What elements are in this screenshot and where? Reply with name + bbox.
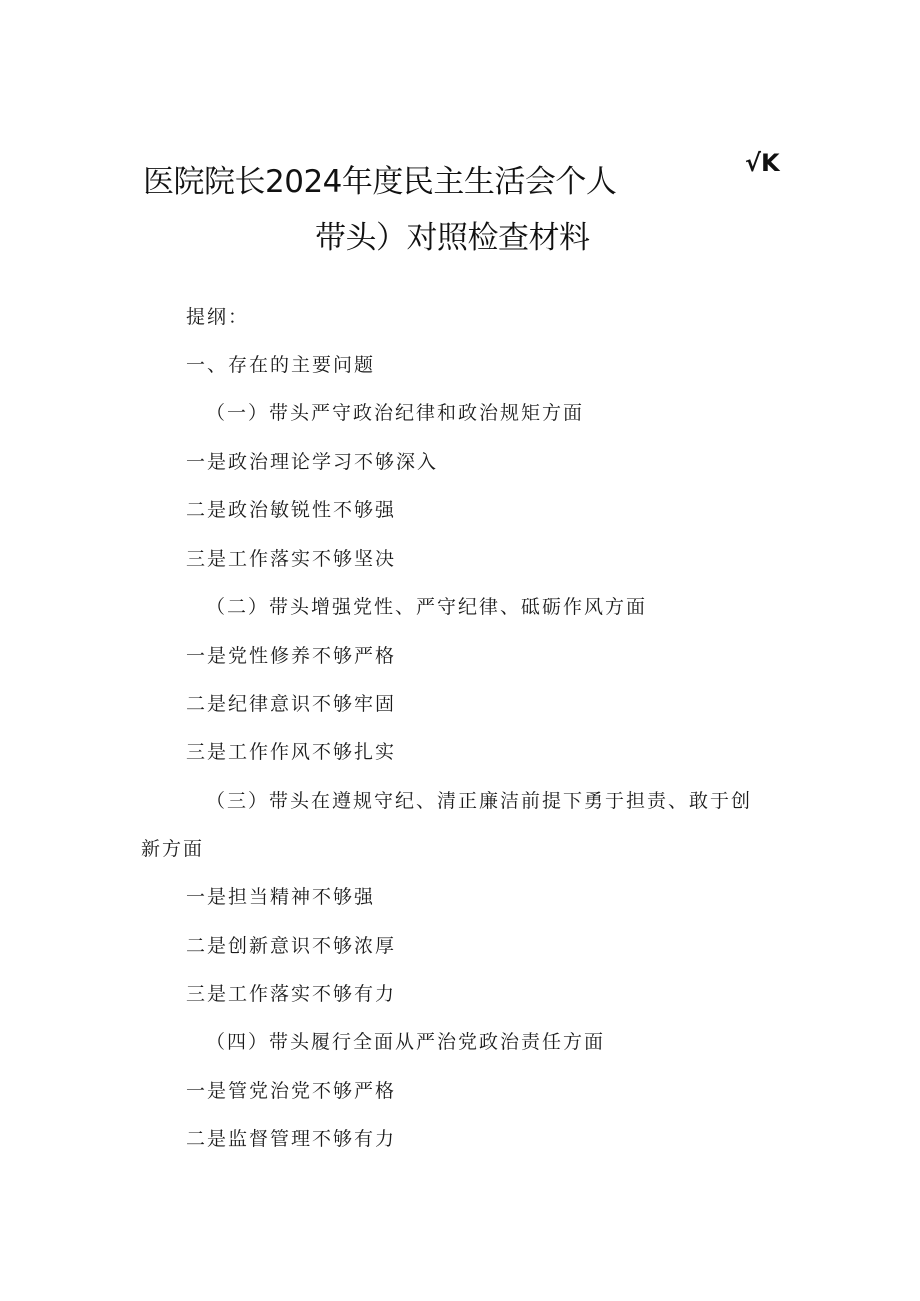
section-heading-problems: 一、存在的主要问题: [186, 354, 376, 376]
corner-mark: √K: [745, 149, 780, 177]
subsection-2-item-1: 一是党性修养不够严格: [186, 645, 397, 667]
subsection-1-item-1: 一是政治理论学习不够深入: [186, 451, 439, 473]
outline-label: 提纲：: [186, 306, 250, 328]
subsection-3-item-2: 二是创新意识不够浓厚: [186, 935, 397, 957]
subsection-4-item-1: 一是管党治党不够严格: [186, 1080, 397, 1102]
subsection-heading-3-line-2: 新方面: [141, 838, 205, 860]
subsection-3-item-3: 三是工作落实不够有力: [186, 983, 397, 1005]
document-title-line-2: 带头）对照检查材料: [315, 220, 590, 256]
subsection-heading-2: （二）带头增强党性、严守纪律、砥砺作风方面: [206, 596, 648, 618]
subsection-3-item-1: 一是担当精神不够强: [186, 886, 376, 908]
subsection-2-item-3: 三是工作作风不够扎实: [186, 741, 397, 763]
document-title-line-1: 医院院长2024年度民主生活会个人: [143, 164, 617, 200]
subsection-1-item-3: 三是工作落实不够坚决: [186, 548, 397, 570]
subsection-1-item-2: 二是政治敏锐性不够强: [186, 499, 397, 521]
subsection-4-item-2: 二是监督管理不够有力: [186, 1128, 397, 1150]
subsection-2-item-2: 二是纪律意识不够牢固: [186, 693, 397, 715]
subsection-heading-4: （四）带头履行全面从严治党政治责任方面: [206, 1031, 606, 1053]
subsection-heading-1: （一）带头严守政治纪律和政治规矩方面: [206, 402, 585, 424]
subsection-heading-3-line-1: （三）带头在遵规守纪、清正廉洁前提下勇于担责、敢于创: [206, 790, 753, 812]
